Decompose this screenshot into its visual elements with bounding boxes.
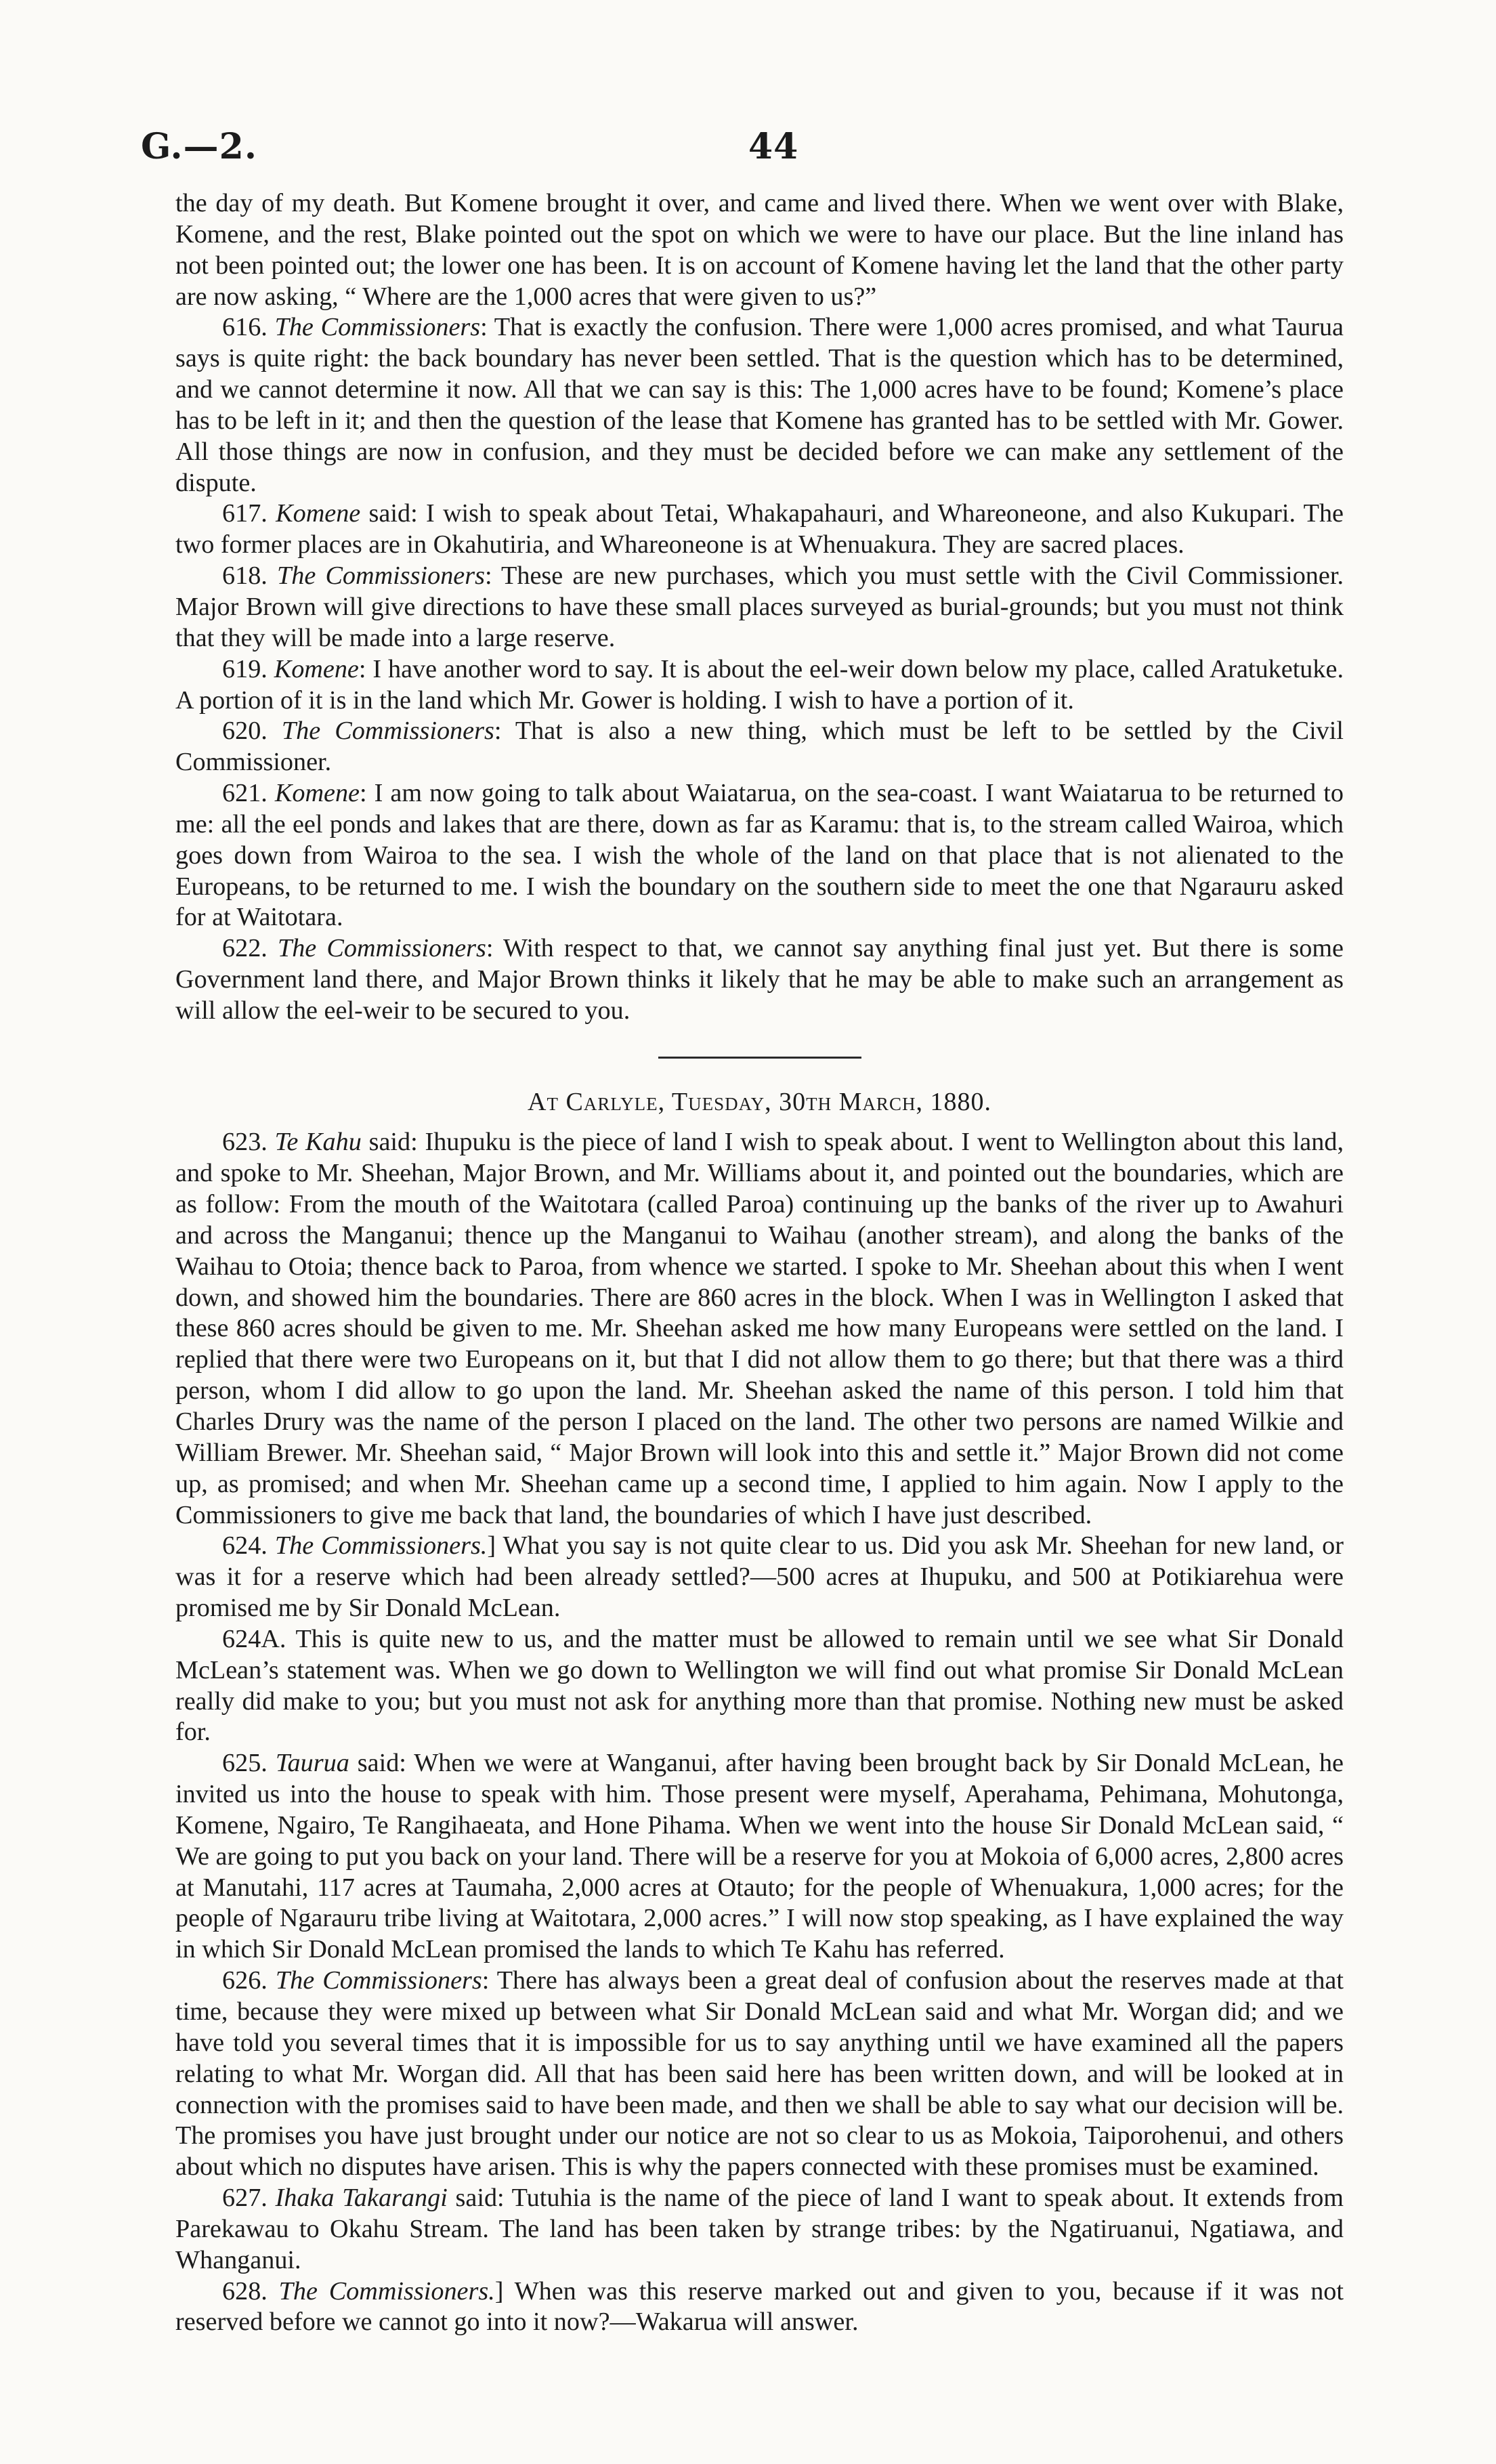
paragraph-text: : I am now going to talk about Waiatarua, on the sea-coast. I want Waiatarua to be returned to me: all the eel ponds and lakes that are there, down as far as Karamu: that is, to the stream called Wairoa, which goes down from Wairoa to the sea. I wish the whole of the land on that place that is not alienated to the Europeans, to be returned to me. I wish the boundary on the southern side to meet the one that Ngarauru asked for at Waitotara. bbox=[175, 779, 1344, 932]
paragraph-number: 622. bbox=[222, 934, 268, 963]
paragraph-number: 620. bbox=[222, 717, 268, 746]
minutes-block-1 bbox=[175, 312, 1344, 1026]
paragraph-text: said: I wish to speak about Tetai, Whakapahauri, and Whareoneone, and also Kukupari. The two former places are in Okahutiria, and Whareoneone is at Whenuakura. They are sacred places. bbox=[175, 499, 1344, 559]
minute-paragraph bbox=[175, 933, 1344, 1027]
minute-paragraph bbox=[175, 312, 1344, 498]
minute-paragraph bbox=[175, 778, 1344, 933]
speaker-name: The Commissioners. bbox=[278, 2276, 495, 2306]
section-heading: At Carlyle, Tuesday, 30th March, 1880. bbox=[528, 1087, 991, 1116]
minute-paragraph bbox=[175, 1531, 1344, 1624]
minutes-block-2 bbox=[175, 1127, 1344, 2338]
minute-paragraph bbox=[175, 1127, 1344, 1531]
paragraph-number: 618. bbox=[222, 561, 268, 591]
section-divider bbox=[658, 1057, 861, 1059]
paragraph-text: : That is exactly the confusion. There were 1,000 acres promised, and what Taurua says is quite right: the back boundary has never been settled. That is the question which has to be determined, and we cannot determine it now. All that we can say is this: The 1,000 acres have to be found; Komene’s place has to be left in it; and then the question of the lease that Komene has granted has to be settled with Mr. Gower. All those things are now in confusion, and they must be decided before we can make any settlement of the dispute. bbox=[175, 313, 1344, 497]
paragraph-text: : There has always been a great deal of confusion about the reserves made at that time, because they were mixed up between what Sir Donald McLean said and what Mr. Worgan did; and we have told you several times that it is impossible for us to say anything until we have examined all the papers relating to what Mr. Worgan did. All that has been said here has been written down, and will be looked at in connection with the promises said to have been made, and then we shall be able to say what our decision will be. The promises you have just brought under our notice are not so clear to us as Mokoia, Taiporohenui, and others about which no disputes have arisen. This is why the papers connected with these promises must be examined. bbox=[175, 1966, 1344, 2182]
speaker-name: The Commissioners. bbox=[274, 1531, 488, 1560]
speaker-name: The Commissioners bbox=[277, 934, 486, 963]
document-reference: G.—2. bbox=[141, 126, 257, 167]
paragraph-text: ] When was this reserve marked out and given to you, because if it was not reserved before we cannot go into it now?—Wakarua will answer. bbox=[175, 2276, 1344, 2337]
paragraph-number: 617. bbox=[222, 499, 268, 528]
paragraph-text: This is quite new to us, and the matter must be allowed to remain until we see what Sir Donald McLean’s statement was. When we go down to Wellington we will find out what promise Sir Donald McLean really did make to you; but you must not ask for anything more than that promise. Nothing new must be asked for. bbox=[175, 1624, 1344, 1747]
paragraph-number: 616. bbox=[222, 313, 268, 342]
minute-paragraph bbox=[175, 561, 1344, 654]
paragraph-text: ] What you say is not quite clear to us. Did you ask Mr. Sheehan for new land, or was it for a reserve which had been already settled?—500 acres at Ihupuku, and 500 at Potikiarehua were promised me by Sir Donald McLean. bbox=[175, 1531, 1344, 1623]
speaker-name: The Commissioners bbox=[277, 561, 485, 591]
speaker-name: Komene bbox=[274, 779, 360, 808]
paragraph-text: said: Ihupuku is the piece of land I wish to speak about. I went to Wellington about this land, and spoke to Mr. Sheehan, Major Brown, and Mr. Williams about it, and pointed out the boundaries, which are as follow: From the mouth of the Waitotara (called Paroa) continuing up the banks of the river up to Awahuri and across the Manganui; thence up the Manganui to Waihau (another stream), and along the banks of the Waihau to Otoia; thence back to Paroa, from whence we started. I spoke to Mr. Sheehan about this when I went down, and showed him the boundaries. There are 860 acres in the block. When I was in Wellington I asked that these 860 acres should be given to me. Mr. Sheehan asked me how many Europeans were settled on the land. I replied that there were two Europeans on it, but that I did not allow them to go there; but that there was a third person, whom I did allow to go upon the land. Mr. Sheehan asked the name of this person. I told him that Charles Drury was the name of the person I placed on the land. The other two persons are named Wilkie and William Brewer. Mr. Sheehan said, “ Major Brown will look into this and settle it.” Major Brown did not come up, as promised; and when Mr. Sheehan came up a second time, I applied to him again. Now I apply to the Commissioners to give me back that land, the boundaries of which I have just described. bbox=[175, 1128, 1344, 1529]
speaker-name: Taurua bbox=[275, 1749, 349, 1778]
speaker-name: The Commissioners bbox=[281, 717, 494, 746]
opening-paragraph: the day of my death. But Komene brought it over, and came and lived there. When we went over with Blake, Komene, and the rest, Blake pointed out the spot on which we were to have our place. But the line inland has not been pointed out; the lower one has been. It is on account of Komene having let the land that the other party are now asking, “ Where are the 1,000 acres that were given to us?” bbox=[175, 189, 1344, 311]
page-number: 44 bbox=[748, 126, 799, 167]
paragraph-number: 627. bbox=[222, 2184, 268, 2213]
speaker-name: Te Kahu bbox=[274, 1128, 362, 1157]
minute-paragraph bbox=[175, 654, 1344, 717]
paragraph-text: said: When we were at Wanganui, after having been brought back by Sir Donald McLean, he invited us into the house to speak with him. Those present were myself, Aperahama, Pehimana, Mohutonga, Komene, Ngairo, Te Rangihaeata, and Hone Pihama. When we went into the house Sir Donald McLean said, “ We are going to put you back on your land. There will be a reserve for you at Mokoia of 6,000 acres, 2,800 acres at Manutahi, 117 acres at Taumaha, 2,000 acres at Otauto; for the people of Whenuakura, 1,000 acres; for the people of Ngarauru tribe living at Waitotara, 2,000 acres.” I will now stop speaking, as I have explained the way in which Sir Donald McLean promised the lands to which Te Kahu has referred. bbox=[175, 1749, 1344, 1964]
speaker-name: The Commissioners bbox=[274, 313, 481, 342]
paragraph-number: 626. bbox=[222, 1966, 268, 1995]
minute-paragraph bbox=[175, 2276, 1344, 2339]
paragraph-number: 621. bbox=[222, 779, 268, 808]
minute-paragraph bbox=[175, 1624, 1344, 1748]
paragraph-text: : With respect to that, we cannot say anything final just yet. But there is some Government land there, and Major Brown thinks it likely that he may be able to make such an arrangement as will allow the eel-weir to be secured to you. bbox=[175, 934, 1344, 1025]
paragraph-number: 625. bbox=[222, 1749, 268, 1778]
paragraph-text: : That is also a new thing, which must be left to be settled by the Civil Commissioner. bbox=[175, 717, 1344, 777]
paragraph-text: : These are new purchases, which you must settle with the Civil Commissioner. Major Brown will give directions to have these small places surveyed as burial-grounds; but you must not think that they will be made into a large reserve. bbox=[175, 561, 1344, 652]
paragraph-number: 624. bbox=[222, 1531, 268, 1560]
minute-paragraph bbox=[175, 2183, 1344, 2276]
paragraph-text: : I have another word to say. It is about the eel-weir down below my place, called Aratuketuke. A portion of it is in the land which Mr. Gower is holding. I wish to have a portion of it. bbox=[175, 654, 1344, 715]
minute-paragraph bbox=[175, 716, 1344, 778]
paragraph-number: 623. bbox=[222, 1128, 268, 1157]
body-text bbox=[175, 188, 1344, 2338]
paragraph-number: 624A. bbox=[222, 1624, 286, 1653]
paragraph-number: 628. bbox=[222, 2276, 268, 2306]
speaker-name: Ihaka Takarangi bbox=[275, 2184, 448, 2213]
paragraph-text: said: Tutuhia is the name of the piece of land I want to speak about. It extends from Parekawau to Okahu Stream. The land has been taken by strange tribes: by the Ngatiruanui, Ngatiawa, and Whanganui. bbox=[175, 2184, 1344, 2274]
minute-paragraph bbox=[175, 1966, 1344, 2183]
speaker-name: The Commissioners bbox=[275, 1966, 482, 1995]
speaker-name: Komene bbox=[276, 499, 361, 528]
minute-paragraph bbox=[175, 498, 1344, 561]
speaker-name: Komene bbox=[274, 654, 359, 683]
minute-paragraph bbox=[175, 1748, 1344, 1966]
paragraph-number: 619. bbox=[222, 654, 268, 683]
